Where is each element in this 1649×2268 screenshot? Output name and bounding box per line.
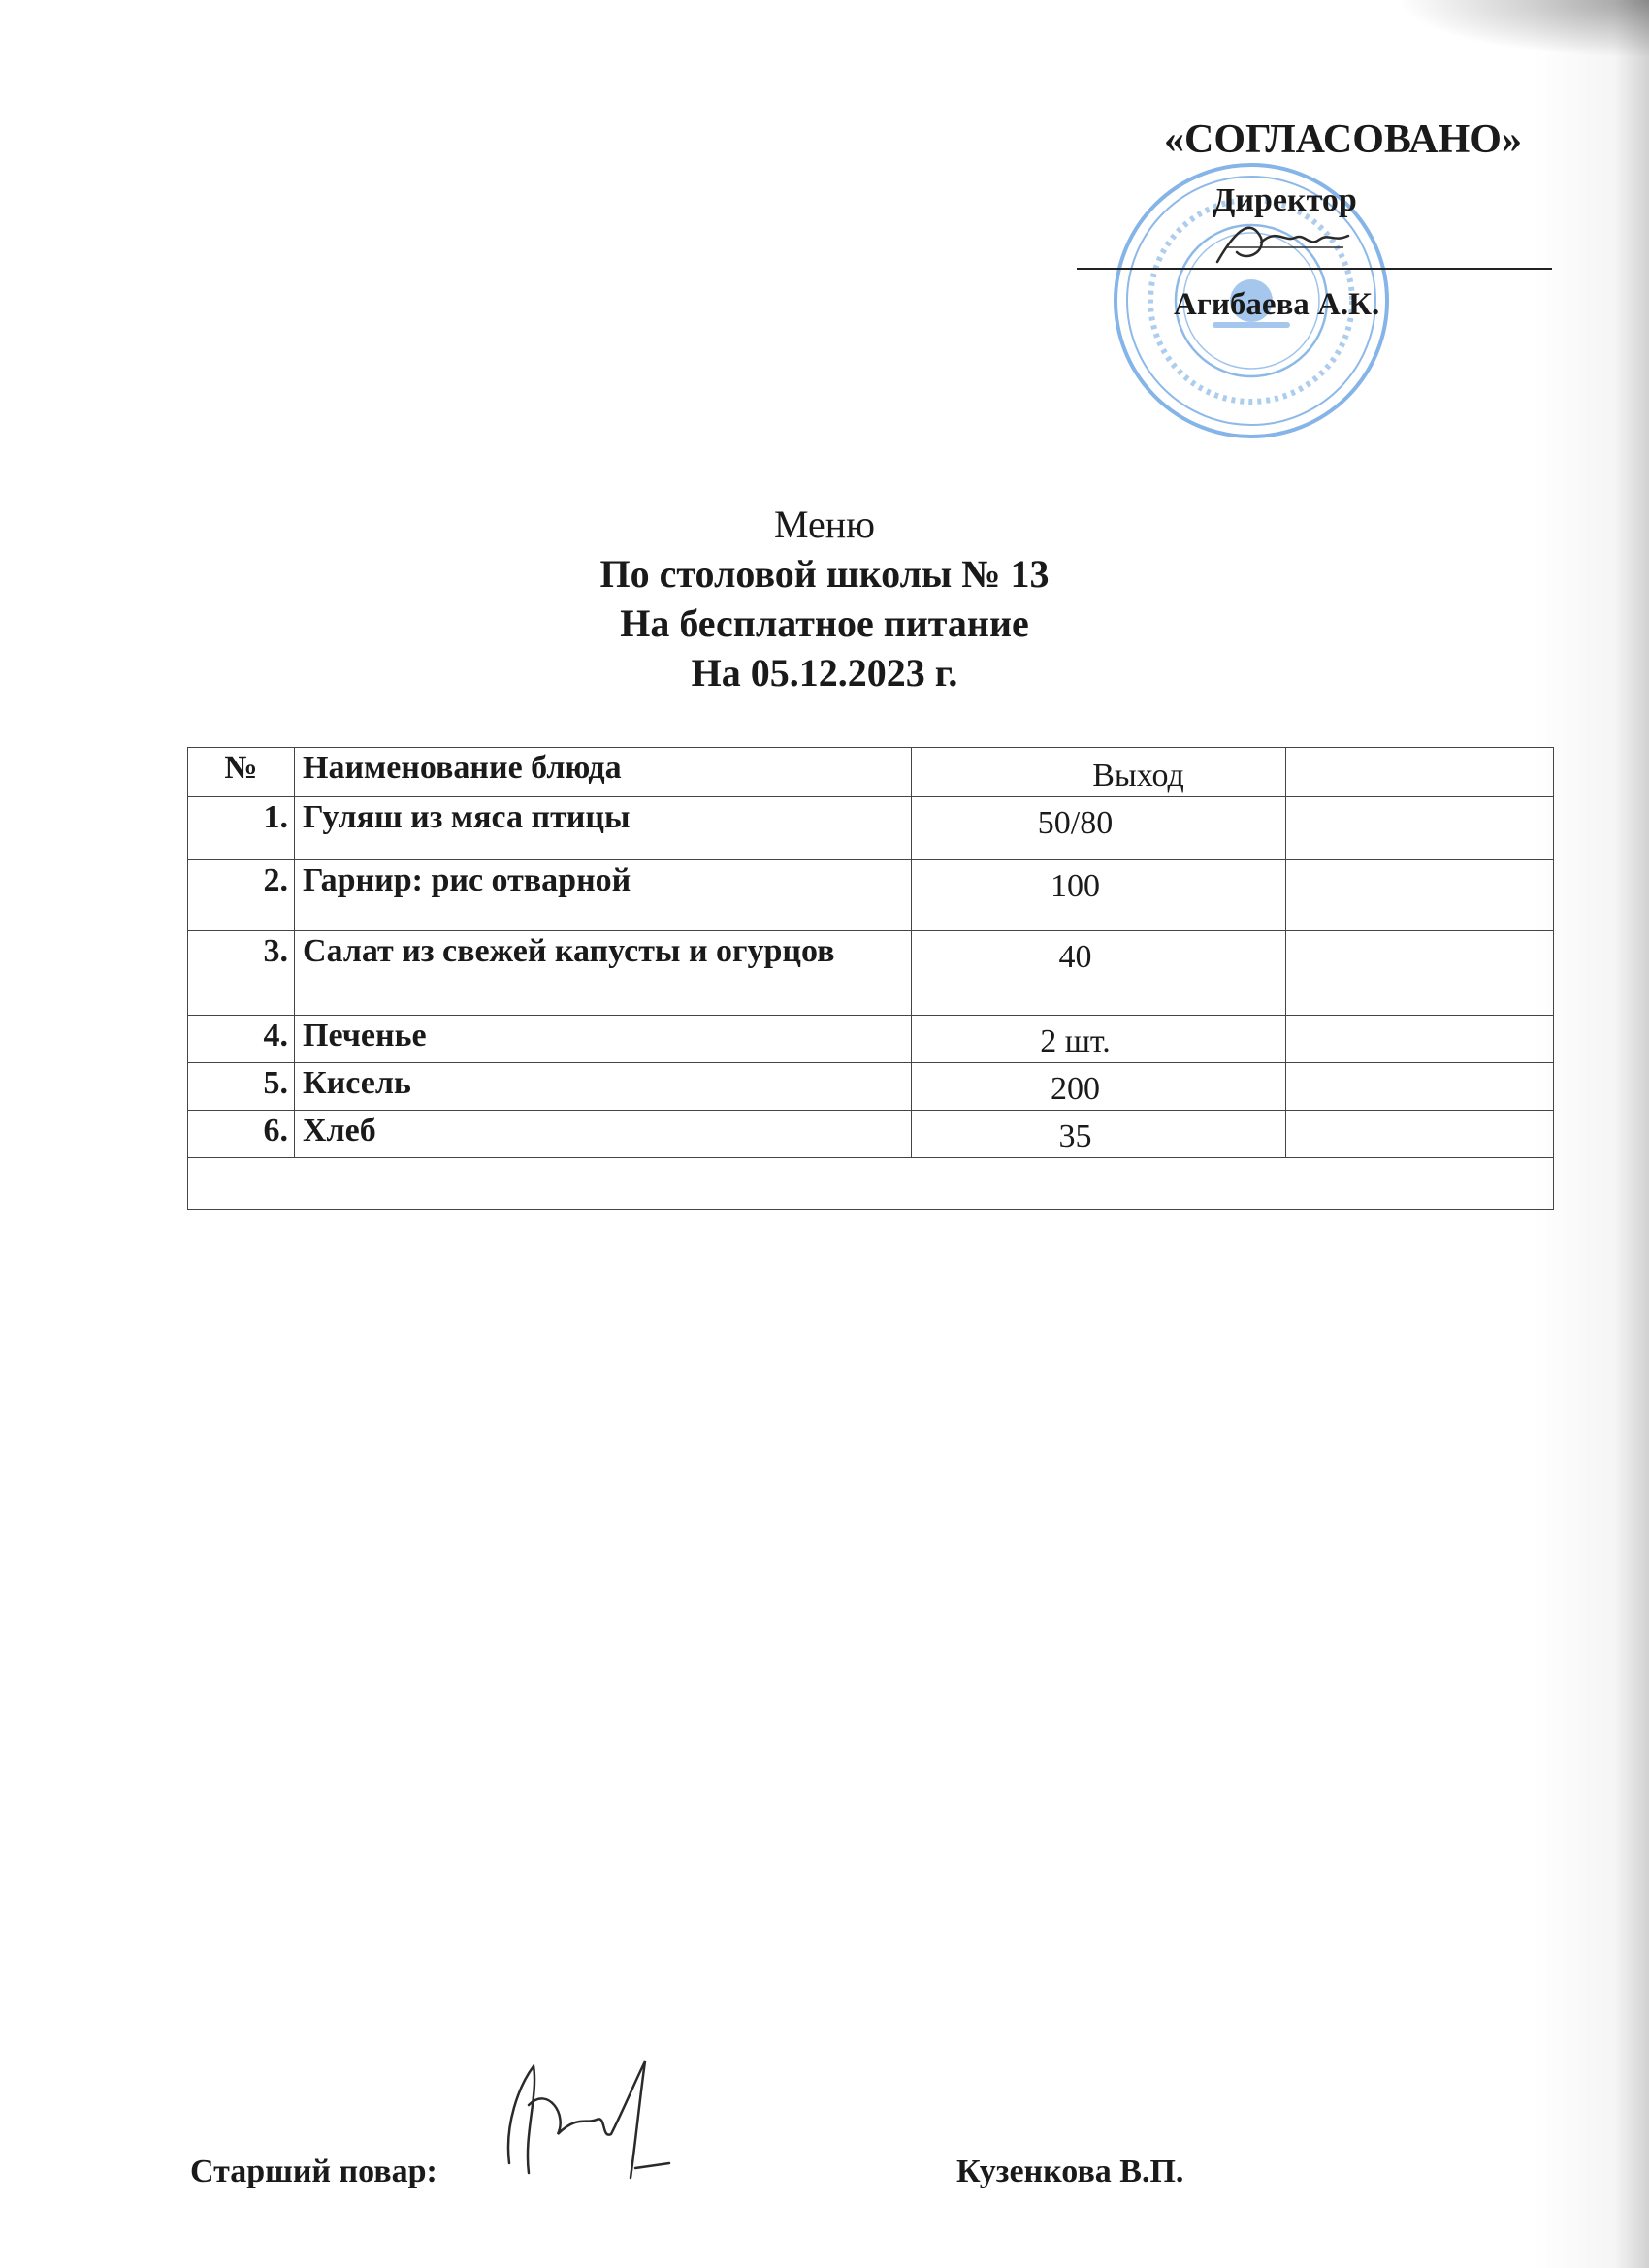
header-dish: Наименование блюда [295, 748, 912, 797]
approval-name: Агибаева А.К. [1174, 287, 1380, 322]
row-dish: Кисель [295, 1063, 912, 1111]
row-dish: Гарнир: рис отварной [295, 860, 912, 931]
header-num: № [188, 748, 295, 797]
cook-name: Кузенкова В.П. [956, 2154, 1184, 2189]
row-num: 5. [188, 1063, 295, 1111]
blank-cell [188, 1158, 1554, 1210]
row-empty [1286, 797, 1554, 860]
approval-heading: «СОГЛАСОВАНО» [1164, 117, 1522, 162]
row-num: 4. [188, 1016, 295, 1063]
row-output: 2 шт. [912, 1016, 1286, 1063]
row-num: 6. [188, 1111, 295, 1158]
row-empty [1286, 1111, 1554, 1158]
row-output: 35 [912, 1111, 1286, 1158]
row-output: 50/80 [912, 797, 1286, 860]
row-dish: Гуляш из мяса птицы [295, 797, 912, 860]
table-row-blank [188, 1158, 1554, 1210]
table-header-row [188, 748, 1554, 797]
header-empty [1286, 748, 1554, 797]
row-num: 2. [188, 860, 295, 931]
approval-position: Директор [1212, 182, 1357, 218]
table-row [188, 1063, 1554, 1111]
table-row [188, 797, 1554, 860]
row-num: 3. [188, 931, 295, 1016]
row-dish: Печенье [295, 1016, 912, 1063]
title-line-menu: Меню [773, 502, 876, 546]
table-row [188, 860, 1554, 931]
header-output: Выход [912, 748, 1286, 797]
row-dish: Хлеб [295, 1111, 912, 1158]
title-line-free-meals: На бесплатное питание [620, 601, 1029, 645]
title-line-date: На 05.12.2023 г. [691, 651, 958, 695]
row-empty [1286, 1016, 1554, 1063]
row-empty [1286, 860, 1554, 931]
cook-role-label: Старший повар: [190, 2154, 437, 2189]
row-dish: Салат из свежей капусты и огурцов [295, 931, 912, 1016]
menu-table [187, 747, 1554, 1210]
row-output: 200 [912, 1063, 1286, 1111]
director-signature [1208, 209, 1353, 276]
table-row [188, 931, 1554, 1016]
table-row [188, 1111, 1554, 1158]
document-title [0, 500, 1649, 697]
row-empty [1286, 1063, 1554, 1111]
table-row [188, 1016, 1554, 1063]
row-empty [1286, 931, 1554, 1016]
footer-signature-block [190, 2144, 1451, 2202]
row-output: 40 [912, 931, 1286, 1016]
row-num: 1. [188, 797, 295, 860]
title-line-school: По столовой школы № 13 [599, 552, 1050, 596]
row-output: 100 [912, 860, 1286, 931]
scan-shadow-corner [1397, 0, 1649, 58]
